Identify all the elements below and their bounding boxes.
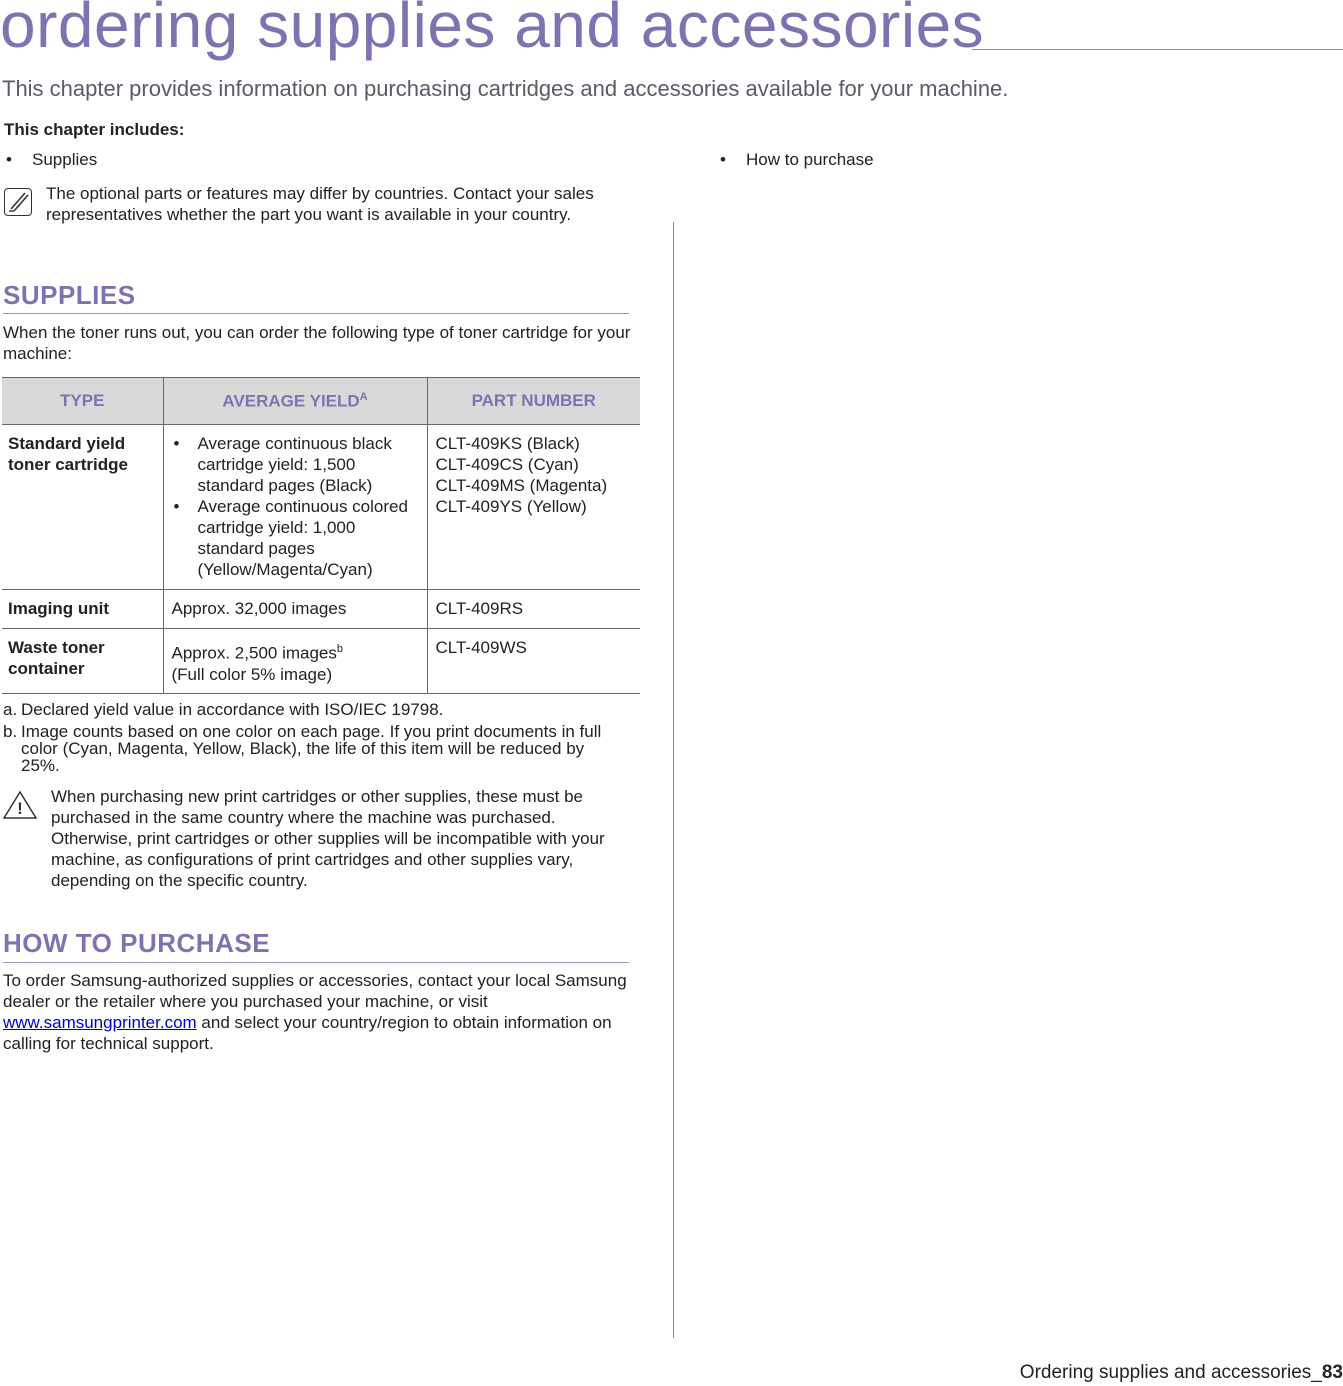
header-type: TYPE	[2, 378, 163, 425]
samsung-printer-link[interactable]: www.samsungprinter.com	[3, 1013, 197, 1032]
part-number: CLT-409KS (Black)	[435, 434, 580, 453]
page-footer	[1020, 1362, 1343, 1384]
part-number: CLT-409YS (Yellow)	[435, 497, 587, 516]
yield-note: (Full color 5% image)	[171, 664, 333, 684]
supplies-table	[2, 377, 640, 694]
table-row	[2, 590, 640, 629]
purchase-text	[3, 970, 631, 1054]
yield-item: • Average continuous colored cartridge yield: 1,000 standard pages (Yellow/Magenta/Cyan)	[172, 496, 419, 580]
toc-item-how-to-purchase[interactable]	[720, 150, 874, 170]
footnote-a	[3, 701, 623, 718]
footnote-ref-a: A	[359, 390, 368, 403]
type-cell: Standard yield toner cartridge	[2, 425, 163, 590]
header-average-yield-label: AVERAGE YIELD	[222, 391, 360, 411]
purchase-heading-rule	[3, 962, 629, 963]
toc-item-label: Supplies	[32, 150, 98, 169]
supplies-intro: When the toner runs out, you can order the following type of toner cartridge for your machine:	[3, 323, 631, 363]
supplies-heading: SUPPLIES	[3, 280, 136, 310]
table-row	[2, 629, 640, 694]
note-pencil-icon	[4, 188, 32, 216]
table-header-row	[2, 378, 640, 425]
footnote-ref-b: b	[336, 643, 344, 655]
yield-cell	[163, 425, 427, 590]
footnote-label: a.	[3, 700, 18, 719]
toc-item-supplies[interactable]	[6, 150, 97, 170]
yield-list	[172, 433, 419, 580]
caution-text: When purchasing new print cartridges or other supplies, these must be purchased in the same country where the machine was purchased. Otherwise, print cartridges or other supplies will be incompatible with your machine, as configurations of print cartridges and other supplies vary, depending on the specific country.	[51, 787, 605, 890]
footnote-text: Declared yield value in accordance with ISO/IEC 19798.	[21, 700, 444, 719]
supplies-heading-rule	[3, 313, 629, 314]
type-cell: Imaging unit	[2, 590, 163, 629]
yield-value	[172, 639, 419, 664]
part-cell: CLT-409RS	[427, 590, 640, 629]
footnote-b	[3, 723, 623, 774]
warning-glyph: !	[17, 799, 23, 818]
part-cell: CLT-409WS	[427, 629, 640, 694]
yield-cell: Approx. 32,000 images	[163, 590, 427, 629]
note-text: The optional parts or features may differ by countries. Contact your sales representatives whether the part you want is available in your country.	[46, 184, 594, 224]
footnote-label: b.	[3, 722, 18, 741]
bullet: •	[6, 150, 12, 169]
type-cell: Waste toner container	[2, 629, 163, 694]
title-rule	[972, 49, 1343, 50]
yield-cell	[163, 629, 427, 694]
toc-item-label: How to purchase	[746, 150, 874, 169]
chapter-includes-label: This chapter includes:	[4, 120, 185, 139]
bullet: •	[720, 150, 726, 169]
footnote-text: Image counts based on one color on each page. If you print documents in full color (Cyan, Magenta, Yellow, Black), the life of this item will be reduced by 25%.	[21, 722, 602, 775]
table-row	[2, 425, 640, 590]
purchase-heading: HOW TO PURCHASE	[3, 928, 271, 958]
page-number: 83	[1321, 1362, 1343, 1383]
part-number: CLT-409CS (Cyan)	[435, 455, 579, 474]
warning-triangle-icon	[2, 790, 38, 825]
purchase-text-before: To order Samsung-authorized supplies or accessories, contact your local Samsung dealer or the retailer where you purchased your machine, or visit	[3, 971, 627, 1011]
yield-item: • Average continuous black cartridge yield: 1,500 standard pages (Black)	[172, 433, 419, 496]
column-divider	[673, 222, 674, 1338]
part-number: CLT-409MS (Magenta)	[435, 476, 608, 495]
yield-value-text: Approx. 2,500 images	[171, 643, 337, 663]
purchase-text-after: and select your country/region to obtain information on calling for technical support.	[3, 1013, 612, 1053]
header-average-yield	[163, 378, 427, 425]
header-part-number: PART NUMBER	[427, 378, 640, 425]
footer-label: Ordering supplies and accessories_	[1019, 1362, 1322, 1383]
part-cell	[427, 425, 640, 590]
chapter-intro: This chapter provides information on purchasing cartridges and accessories available for your machine.	[2, 76, 1009, 101]
chapter-title: ordering supplies and accessories	[0, 0, 985, 61]
